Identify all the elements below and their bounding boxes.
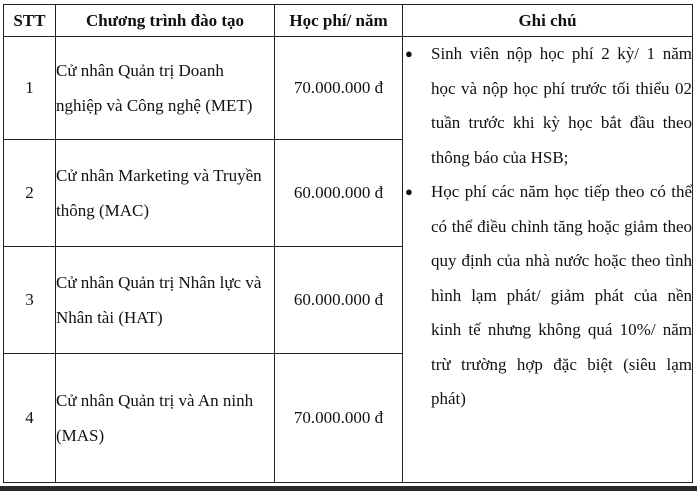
row-fee: 60.000.000 đ bbox=[275, 247, 403, 354]
row-fee: 70.000.000 đ bbox=[275, 354, 403, 483]
tuition-fee-table bbox=[3, 4, 693, 483]
header-note: Ghi chú bbox=[403, 5, 693, 37]
header-program: Chương trình đào tạo bbox=[56, 5, 275, 37]
row-program: Cử nhân Quản trị Doanh nghiệp và Công nghệ (MET) bbox=[56, 37, 275, 140]
notes-cell bbox=[403, 37, 693, 483]
row-stt: 1 bbox=[4, 37, 56, 140]
bullet-dot-icon: ● bbox=[405, 184, 413, 199]
bottom-divider bbox=[0, 486, 697, 491]
row-program: Cử nhân Marketing và Truyền thông (MAC) bbox=[56, 140, 275, 247]
note-text: Sinh viên nộp học phí 2 kỳ/ 1 năm học và nộp học phí trước tối thiểu 02 tuần trước khi kỳ học bắt đầu theo thông báo của HSB; bbox=[431, 44, 692, 167]
row-fee: 60.000.000 đ bbox=[275, 140, 403, 247]
row-fee: 70.000.000 đ bbox=[275, 37, 403, 140]
table-header-row bbox=[4, 5, 693, 37]
note-item bbox=[403, 37, 692, 175]
row-stt: 4 bbox=[4, 354, 56, 483]
row-stt: 2 bbox=[4, 140, 56, 247]
row-program: Cử nhân Quản trị và An ninh (MAS) bbox=[56, 354, 275, 483]
notes-list bbox=[403, 37, 692, 417]
header-stt: STT bbox=[4, 5, 56, 37]
bullet-dot-icon: ● bbox=[405, 46, 413, 61]
note-item bbox=[403, 175, 692, 417]
row-program: Cử nhân Quản trị Nhân lực và Nhân tài (HAT) bbox=[56, 247, 275, 354]
note-text: Học phí các năm học tiếp theo có thể có thể điều chỉnh tăng hoặc giảm theo quy định của nhà nước hoặc theo tình hình lạm phát/ giảm phát của nền kinh tế nhưng không quá 10%/ năm trừ trường hợp đặc biệt (siêu lạm phát) bbox=[431, 182, 692, 408]
row-stt: 3 bbox=[4, 247, 56, 354]
header-fee: Học phí/ năm bbox=[275, 5, 403, 37]
table-row bbox=[4, 37, 693, 140]
